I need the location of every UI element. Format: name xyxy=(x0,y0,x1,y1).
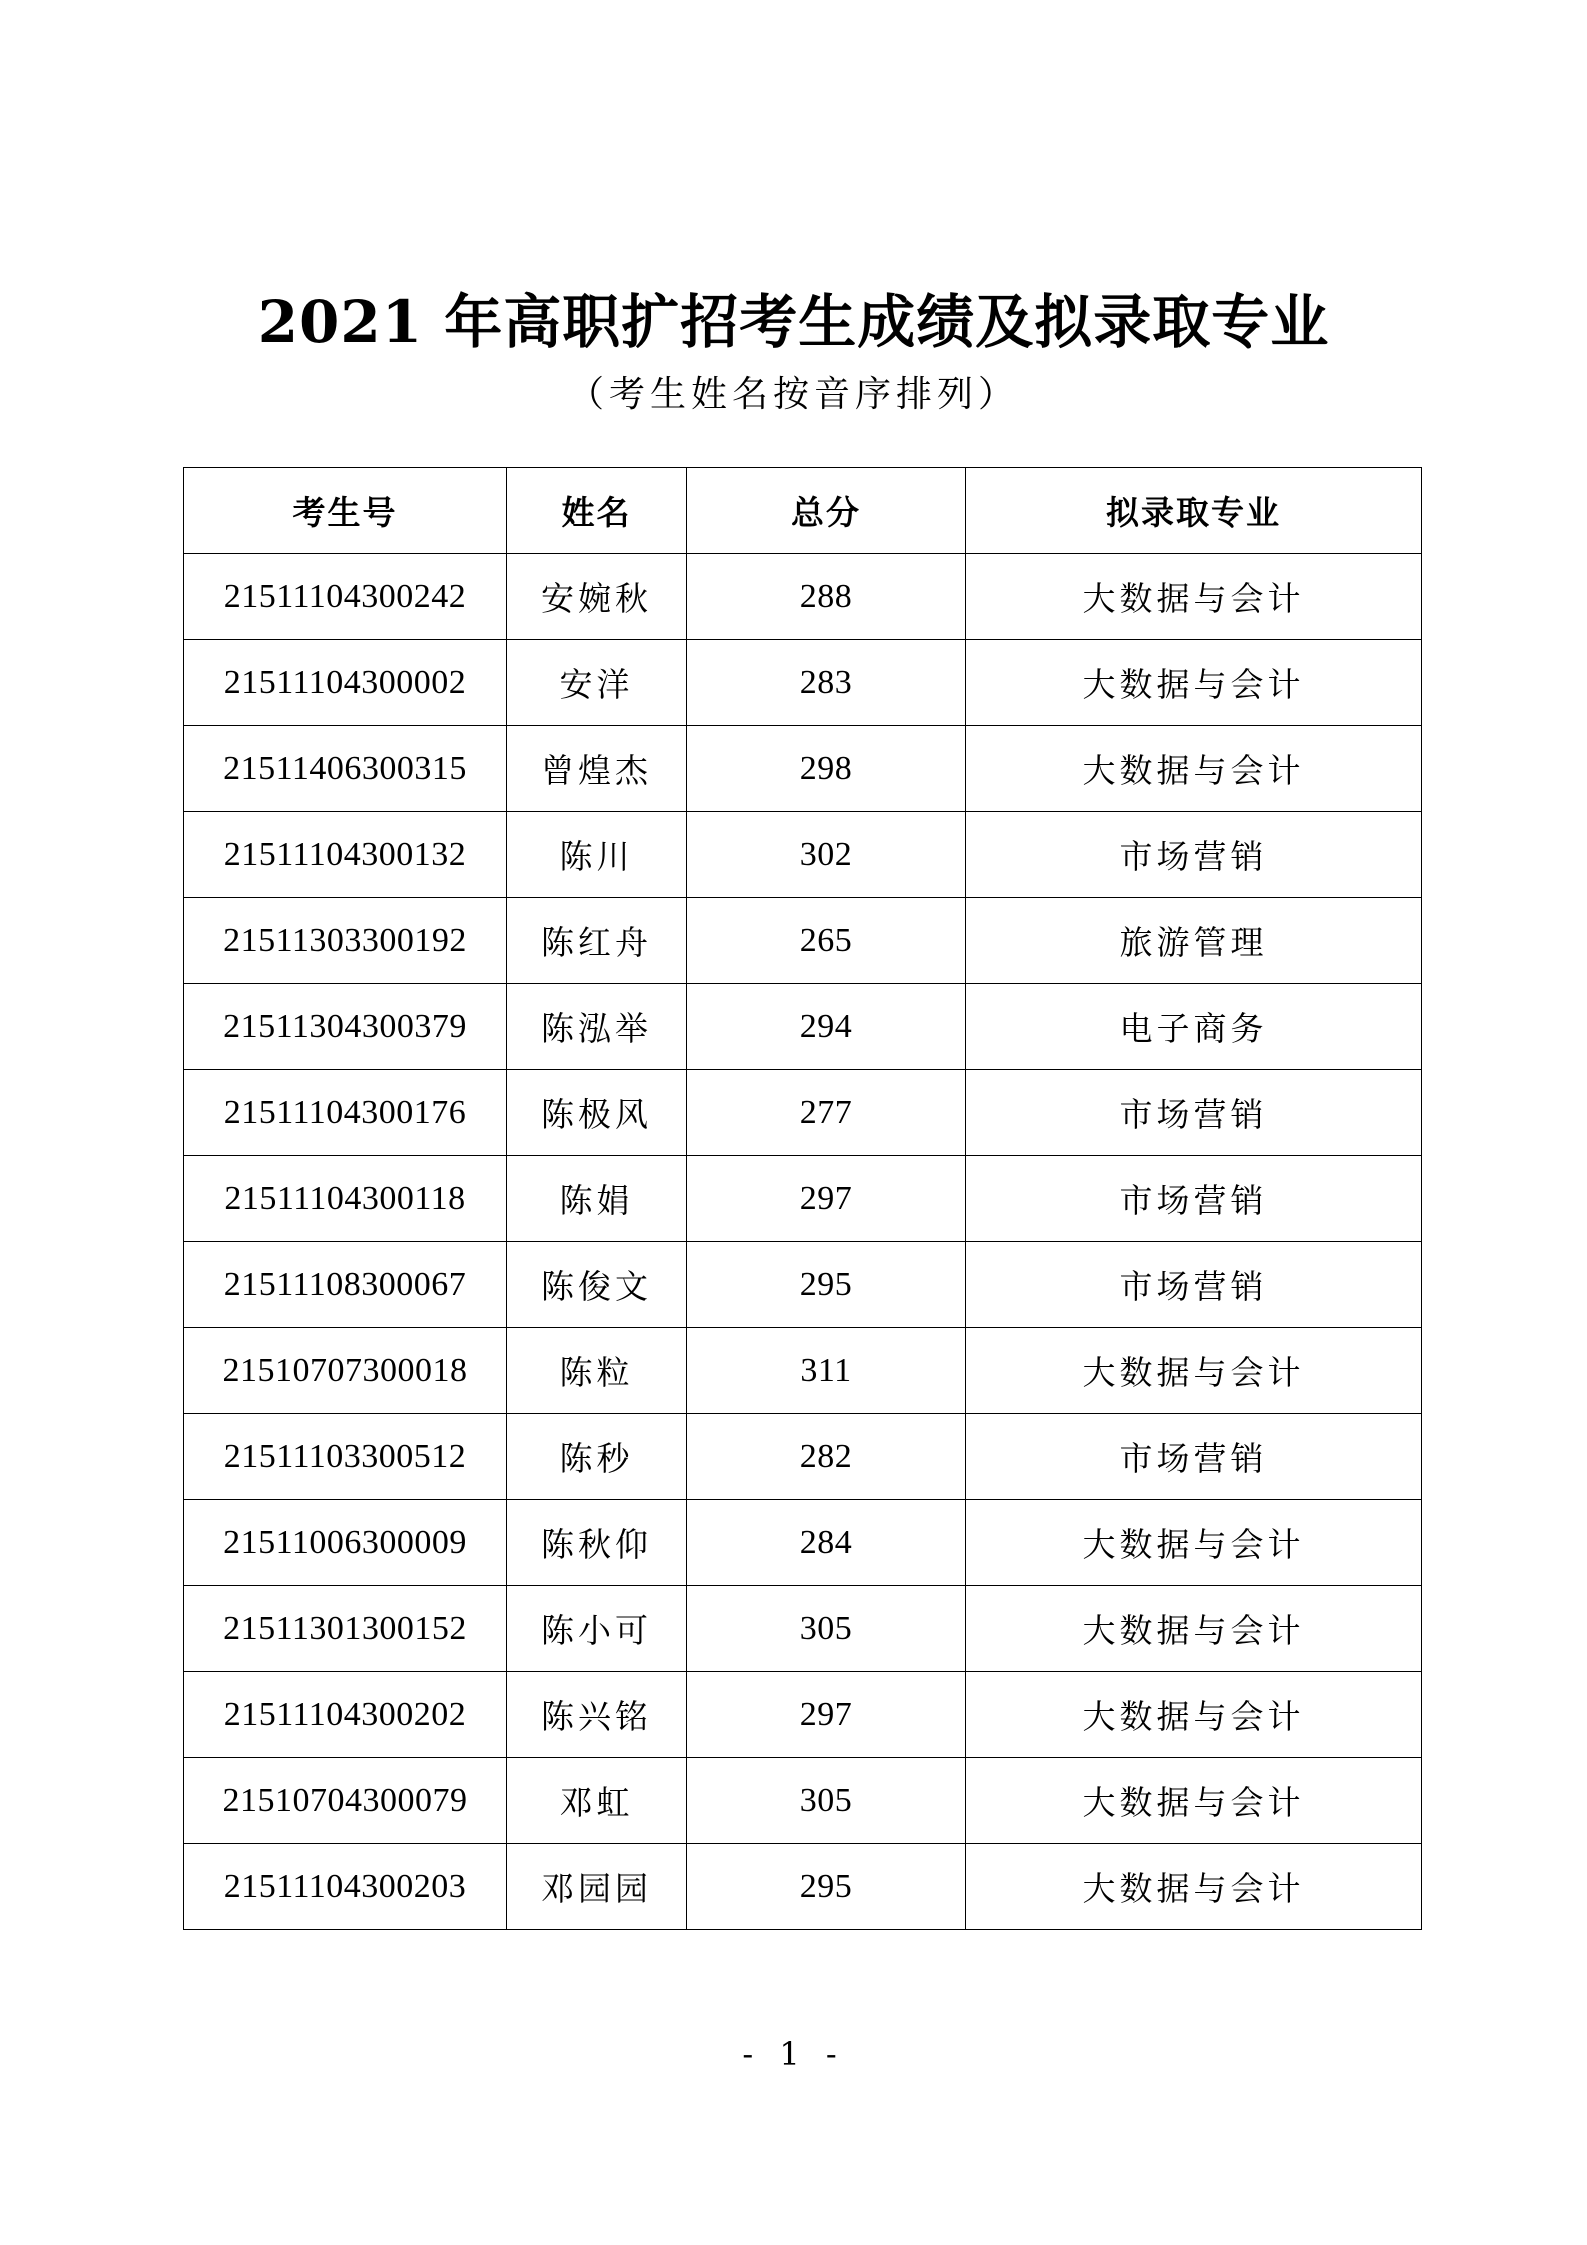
cell-major: 市场营销 xyxy=(966,1156,1422,1242)
cell-name: 邓园园 xyxy=(507,1844,687,1930)
cell-major: 市场营销 xyxy=(966,1070,1422,1156)
cell-exam-id: 21510704300079 xyxy=(184,1758,507,1844)
cell-exam-id: 21511406300315 xyxy=(184,726,507,812)
cell-name: 陈秒 xyxy=(507,1414,687,1500)
cell-major: 市场营销 xyxy=(966,812,1422,898)
cell-name: 陈川 xyxy=(507,812,687,898)
table-row xyxy=(184,812,1422,898)
header-row xyxy=(184,468,1422,554)
header-name: 姓名 xyxy=(507,468,687,554)
cell-exam-id: 21511301300152 xyxy=(184,1586,507,1672)
cell-score: 277 xyxy=(687,1070,966,1156)
table-row xyxy=(184,898,1422,984)
cell-major: 大数据与会计 xyxy=(966,1500,1422,1586)
cell-exam-id: 21511006300009 xyxy=(184,1500,507,1586)
table-row xyxy=(184,640,1422,726)
cell-name: 陈秋仰 xyxy=(507,1500,687,1586)
table-row xyxy=(184,1328,1422,1414)
cell-score: 283 xyxy=(687,640,966,726)
cell-major: 市场营销 xyxy=(966,1242,1422,1328)
cell-name: 安婉秋 xyxy=(507,554,687,640)
cell-exam-id: 21511104300176 xyxy=(184,1070,507,1156)
cell-score: 295 xyxy=(687,1242,966,1328)
cell-major: 大数据与会计 xyxy=(966,1586,1422,1672)
cell-score: 284 xyxy=(687,1500,966,1586)
cell-exam-id: 21511104300132 xyxy=(184,812,507,898)
cell-exam-id: 21511104300202 xyxy=(184,1672,507,1758)
cell-score: 265 xyxy=(687,898,966,984)
table-body xyxy=(184,554,1422,1930)
table-row xyxy=(184,1758,1422,1844)
cell-exam-id: 21511108300067 xyxy=(184,1242,507,1328)
cell-score: 288 xyxy=(687,554,966,640)
cell-name: 陈红舟 xyxy=(507,898,687,984)
cell-score: 305 xyxy=(687,1758,966,1844)
cell-score: 298 xyxy=(687,726,966,812)
cell-exam-id: 21511104300002 xyxy=(184,640,507,726)
cell-major: 大数据与会计 xyxy=(966,726,1422,812)
results-table xyxy=(183,467,1422,1930)
cell-exam-id: 21511104300242 xyxy=(184,554,507,640)
cell-major: 大数据与会计 xyxy=(966,1758,1422,1844)
cell-exam-id: 21510707300018 xyxy=(184,1328,507,1414)
cell-score: 311 xyxy=(687,1328,966,1414)
table-row xyxy=(184,1242,1422,1328)
cell-name: 陈泓举 xyxy=(507,984,687,1070)
cell-name: 安洋 xyxy=(507,640,687,726)
cell-score: 297 xyxy=(687,1156,966,1242)
table-row xyxy=(184,554,1422,640)
cell-score: 305 xyxy=(687,1586,966,1672)
cell-name: 陈极风 xyxy=(507,1070,687,1156)
cell-major: 大数据与会计 xyxy=(966,554,1422,640)
cell-name: 邓虹 xyxy=(507,1758,687,1844)
cell-score: 302 xyxy=(687,812,966,898)
cell-name: 陈俊文 xyxy=(507,1242,687,1328)
table-row xyxy=(184,1070,1422,1156)
table-row xyxy=(184,984,1422,1070)
cell-name: 曾煌杰 xyxy=(507,726,687,812)
header-major: 拟录取专业 xyxy=(966,468,1422,554)
table-row xyxy=(184,1156,1422,1242)
cell-major: 大数据与会计 xyxy=(966,1328,1422,1414)
cell-score: 294 xyxy=(687,984,966,1070)
cell-name: 陈兴铭 xyxy=(507,1672,687,1758)
cell-name: 陈粒 xyxy=(507,1328,687,1414)
cell-major: 大数据与会计 xyxy=(966,640,1422,726)
cell-exam-id: 21511104300203 xyxy=(184,1844,507,1930)
cell-score: 282 xyxy=(687,1414,966,1500)
header-exam-id: 考生号 xyxy=(184,468,507,554)
page-number: - 1 - xyxy=(742,2035,845,2073)
cell-exam-id: 21511104300118 xyxy=(184,1156,507,1242)
table-row xyxy=(184,1672,1422,1758)
cell-name: 陈小可 xyxy=(507,1586,687,1672)
cell-exam-id: 21511303300192 xyxy=(184,898,507,984)
cell-name: 陈娟 xyxy=(507,1156,687,1242)
cell-exam-id: 21511304300379 xyxy=(184,984,507,1070)
table-row xyxy=(184,1414,1422,1500)
document-title: 2021 年高职扩招考生成绩及拟录取专业 xyxy=(257,288,1330,356)
cell-major: 大数据与会计 xyxy=(966,1844,1422,1930)
cell-score: 297 xyxy=(687,1672,966,1758)
cell-major: 市场营销 xyxy=(966,1414,1422,1500)
header-score: 总分 xyxy=(687,468,966,554)
document-subtitle: （考生姓名按音序排列） xyxy=(567,374,1019,415)
table-row xyxy=(184,1844,1422,1930)
cell-major: 大数据与会计 xyxy=(966,1672,1422,1758)
table-row xyxy=(184,726,1422,812)
table-row xyxy=(184,1500,1422,1586)
table-row xyxy=(184,1586,1422,1672)
cell-score: 295 xyxy=(687,1844,966,1930)
cell-major: 电子商务 xyxy=(966,984,1422,1070)
cell-major: 旅游管理 xyxy=(966,898,1422,984)
cell-exam-id: 21511103300512 xyxy=(184,1414,507,1500)
table-header xyxy=(184,468,1422,554)
